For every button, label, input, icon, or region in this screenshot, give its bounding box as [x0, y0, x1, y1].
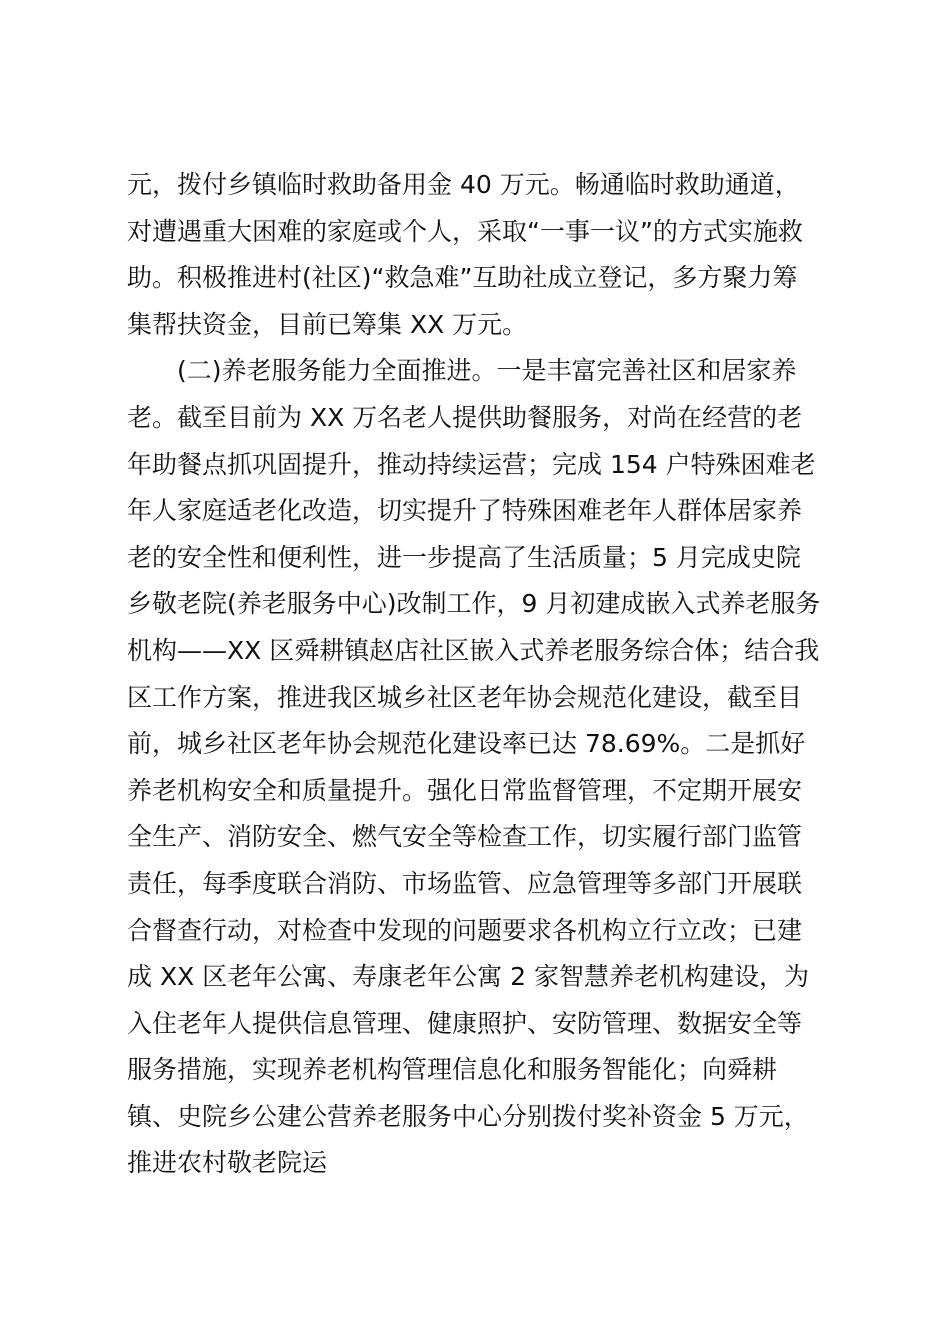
text-line: 成 XX 区老年公寓、寿康老年公寓 2 家智慧养老机构建设，为 [127, 962, 809, 992]
text-line: 服务措施，实现养老机构管理信息化和服务智能化；向舜耕 [127, 1055, 778, 1085]
text-line: 乡敬老院(养老服务中心)改制工作，9 月初建成嵌入式养老服务 [127, 589, 821, 619]
text-line: 老。截至目前为 XX 万名老人提供助餐服务，对尚在经营的老 [127, 402, 803, 432]
text-line: 机构——XX 区舜耕镇赵店社区嵌入式养老服务综合体；结合我 [127, 635, 820, 665]
text-line: 老的安全性和便利性，进一步提高了生活质量；5 月完成史院 [127, 542, 801, 572]
text-line: 年助餐点抓巩固提升，推动持续运营；完成 154 户特殊困难老 [127, 449, 816, 479]
text-line: 合督查行动，对检查中发现的问题要求各机构立行立改；已建 [127, 915, 803, 945]
text-line: 元，拨付乡镇临时救助备用金 40 万元。畅通临时救助通道， [127, 170, 800, 199]
text-line: 对遭遇重大困难的家庭或个人，采取“一事一议”的方式实施救 [127, 216, 803, 246]
section-heading-line: (二)养老服务能力全面推进。一是丰富完善社区和居家养 [177, 356, 797, 386]
text-line: 区工作方案，推进我区城乡社区老年协会规范化建设，截至目 [127, 682, 803, 712]
text-line: 年人家庭适老化改造，切实提升了特殊困难老年人群体居家养 [127, 496, 803, 526]
text-line: 镇、史院乡公建公营养老服务中心分别拨付奖补资金 5 万元， [127, 1101, 809, 1131]
text-line: 全生产、消防安全、燃气安全等检查工作，切实履行部门监管 [127, 822, 803, 852]
body-text [127, 162, 847, 1187]
text-line: 责任，每季度联合消防、市场监管、应急管理等多部门开展联 [127, 868, 803, 898]
text-line: 集帮扶资金，目前已筹集 XX 万元。 [127, 309, 528, 339]
text-line: 养老机构安全和质量提升。强化日常监督管理，不定期开展安 [127, 775, 803, 805]
text-line: 助。积极推进村(社区)“救急难”互助社成立登记，多方聚力筹 [127, 263, 798, 293]
text-line: 前，城乡社区老年协会规范化建设率已达 78.69%。二是抓好 [127, 729, 806, 759]
text-line: 推进农村敬老院运 [127, 1148, 328, 1178]
text-line: 入住老年人提供信息管理、健康照护、安防管理、数据安全等 [127, 1008, 803, 1038]
